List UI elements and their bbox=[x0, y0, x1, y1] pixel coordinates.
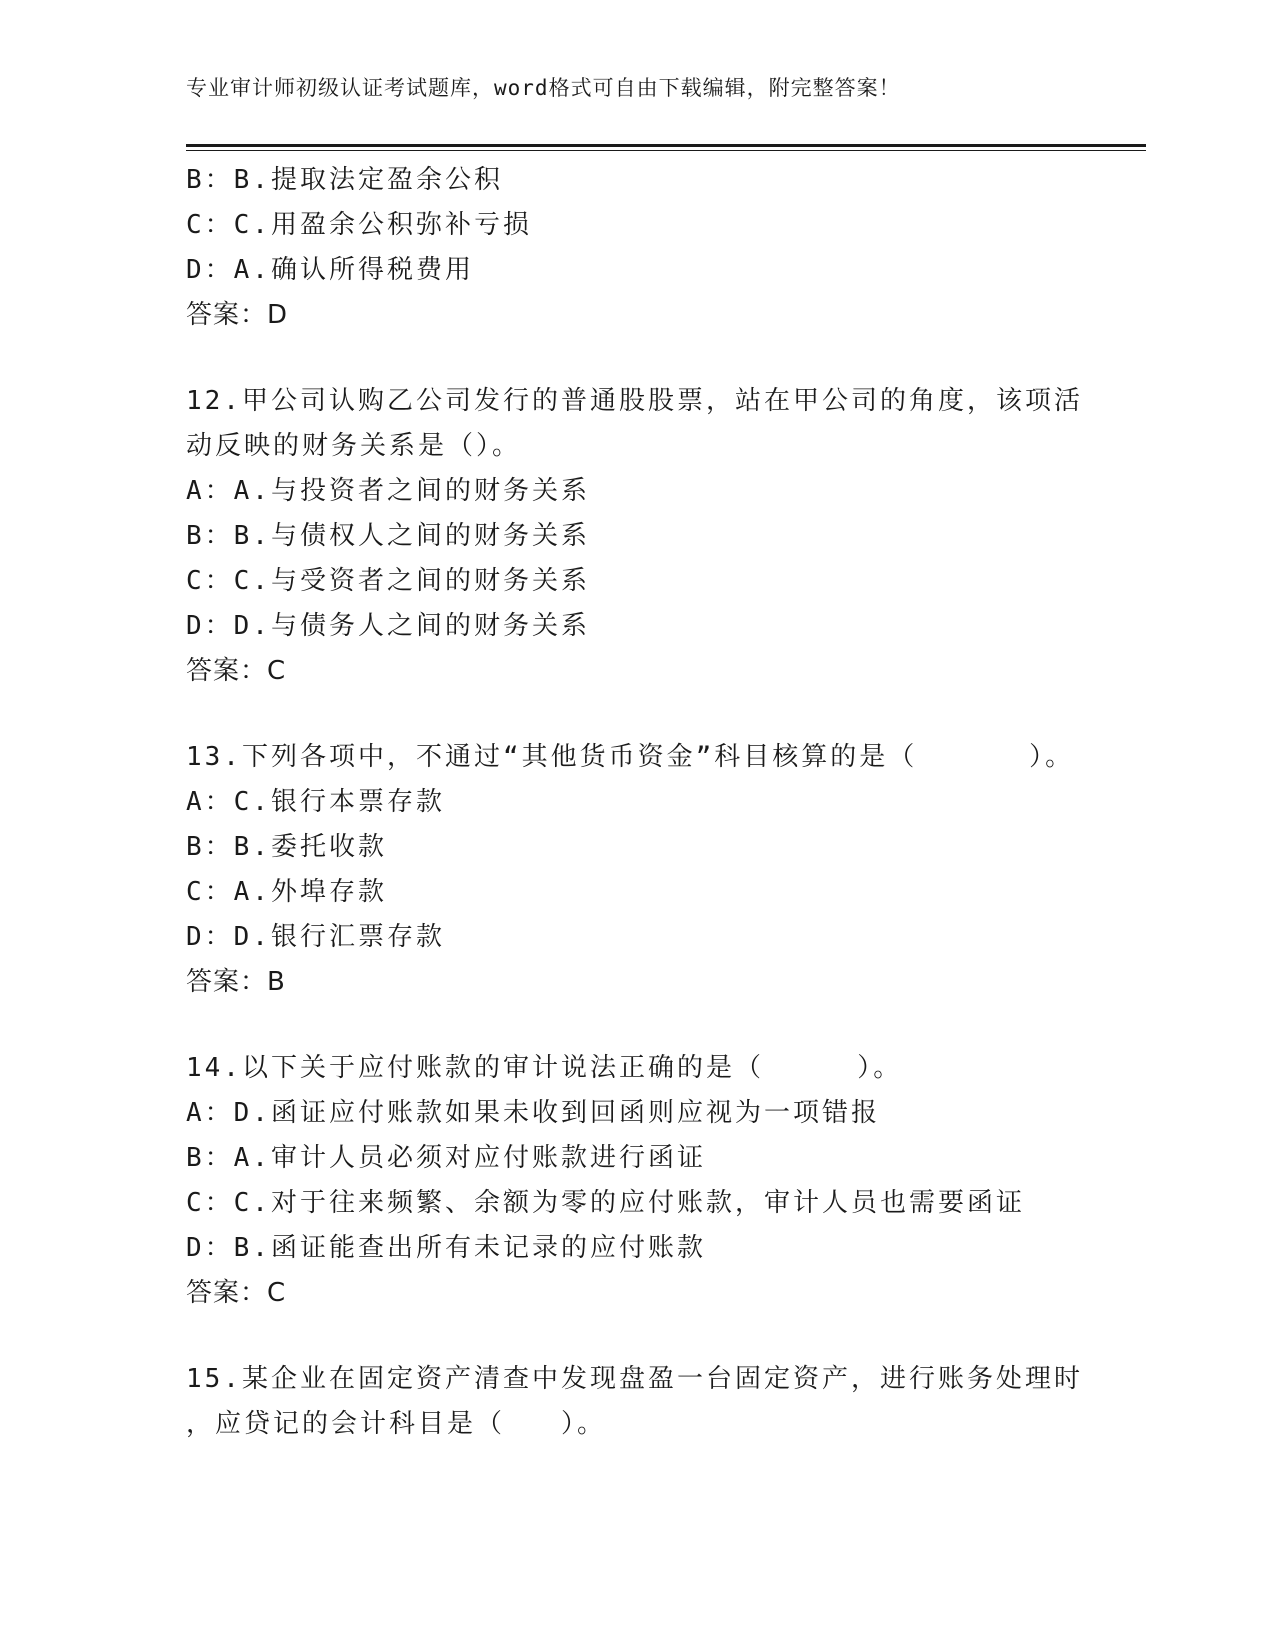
option-b: B：B.与债权人之间的财务关系 bbox=[186, 521, 590, 551]
spacer bbox=[186, 694, 1086, 735]
answer-line: 答案：B bbox=[186, 967, 286, 997]
spacer bbox=[186, 338, 1086, 379]
question-14 bbox=[186, 1046, 1086, 1316]
option-b: B：B.委托收款 bbox=[186, 832, 387, 862]
question-stem: 15.某企业在固定资产清查中发现盘盈一台固定资产，进行账务处理时 bbox=[186, 1364, 1083, 1394]
spacer bbox=[186, 1316, 1086, 1357]
option-c: C：C.与受资者之间的财务关系 bbox=[186, 566, 590, 596]
option-a: A：D.函证应付账款如果未收到回函则应视为一项错报 bbox=[186, 1098, 880, 1128]
option-d: D：A.确认所得税费用 bbox=[186, 255, 474, 285]
question-stem: 13.下列各项中，不通过“其他货币资金”科目核算的是（ ）。 bbox=[186, 742, 1075, 772]
page-header: 专业审计师初级认证考试题库，word格式可自由下载编辑，附完整答案！ bbox=[186, 76, 901, 100]
spacer bbox=[186, 1005, 1086, 1046]
carryover-question bbox=[186, 158, 1086, 338]
option-b: B：B.提取法定盈余公积 bbox=[186, 165, 503, 195]
answer-line: 答案：C bbox=[186, 656, 287, 686]
question-stem: ，应贷记的会计科目是（ ）。 bbox=[186, 1409, 606, 1439]
question-12 bbox=[186, 379, 1086, 694]
option-c: C：C.对于往来频繁、余额为零的应付账款，审计人员也需要函证 bbox=[186, 1188, 1025, 1218]
answer-line: 答案：D bbox=[186, 300, 289, 330]
option-a: A：A.与投资者之间的财务关系 bbox=[186, 476, 590, 506]
question-13 bbox=[186, 735, 1086, 1005]
question-stem: 12.甲公司认购乙公司发行的普通股股票，站在甲公司的角度，该项活 bbox=[186, 386, 1083, 416]
option-c: C：C.用盈余公积弥补亏损 bbox=[186, 210, 532, 240]
question-15 bbox=[186, 1357, 1086, 1447]
header-rule bbox=[186, 144, 1146, 147]
question-stem: 14.以下关于应付账款的审计说法正确的是（ ）。 bbox=[186, 1053, 903, 1083]
option-d: D：D.银行汇票存款 bbox=[186, 922, 445, 952]
option-c: C：A.外埠存款 bbox=[186, 877, 387, 907]
option-b: B：A.审计人员必须对应付账款进行函证 bbox=[186, 1143, 706, 1173]
option-d: D：B.函证能查出所有未记录的应付账款 bbox=[186, 1233, 706, 1263]
header-rule-thin bbox=[186, 150, 1146, 151]
document-body bbox=[186, 158, 1086, 1447]
option-d: D：D.与债务人之间的财务关系 bbox=[186, 611, 590, 641]
answer-line: 答案：C bbox=[186, 1278, 287, 1308]
question-stem: 动反映的财务关系是（）。 bbox=[186, 431, 522, 461]
option-a: A：C.银行本票存款 bbox=[186, 787, 445, 817]
